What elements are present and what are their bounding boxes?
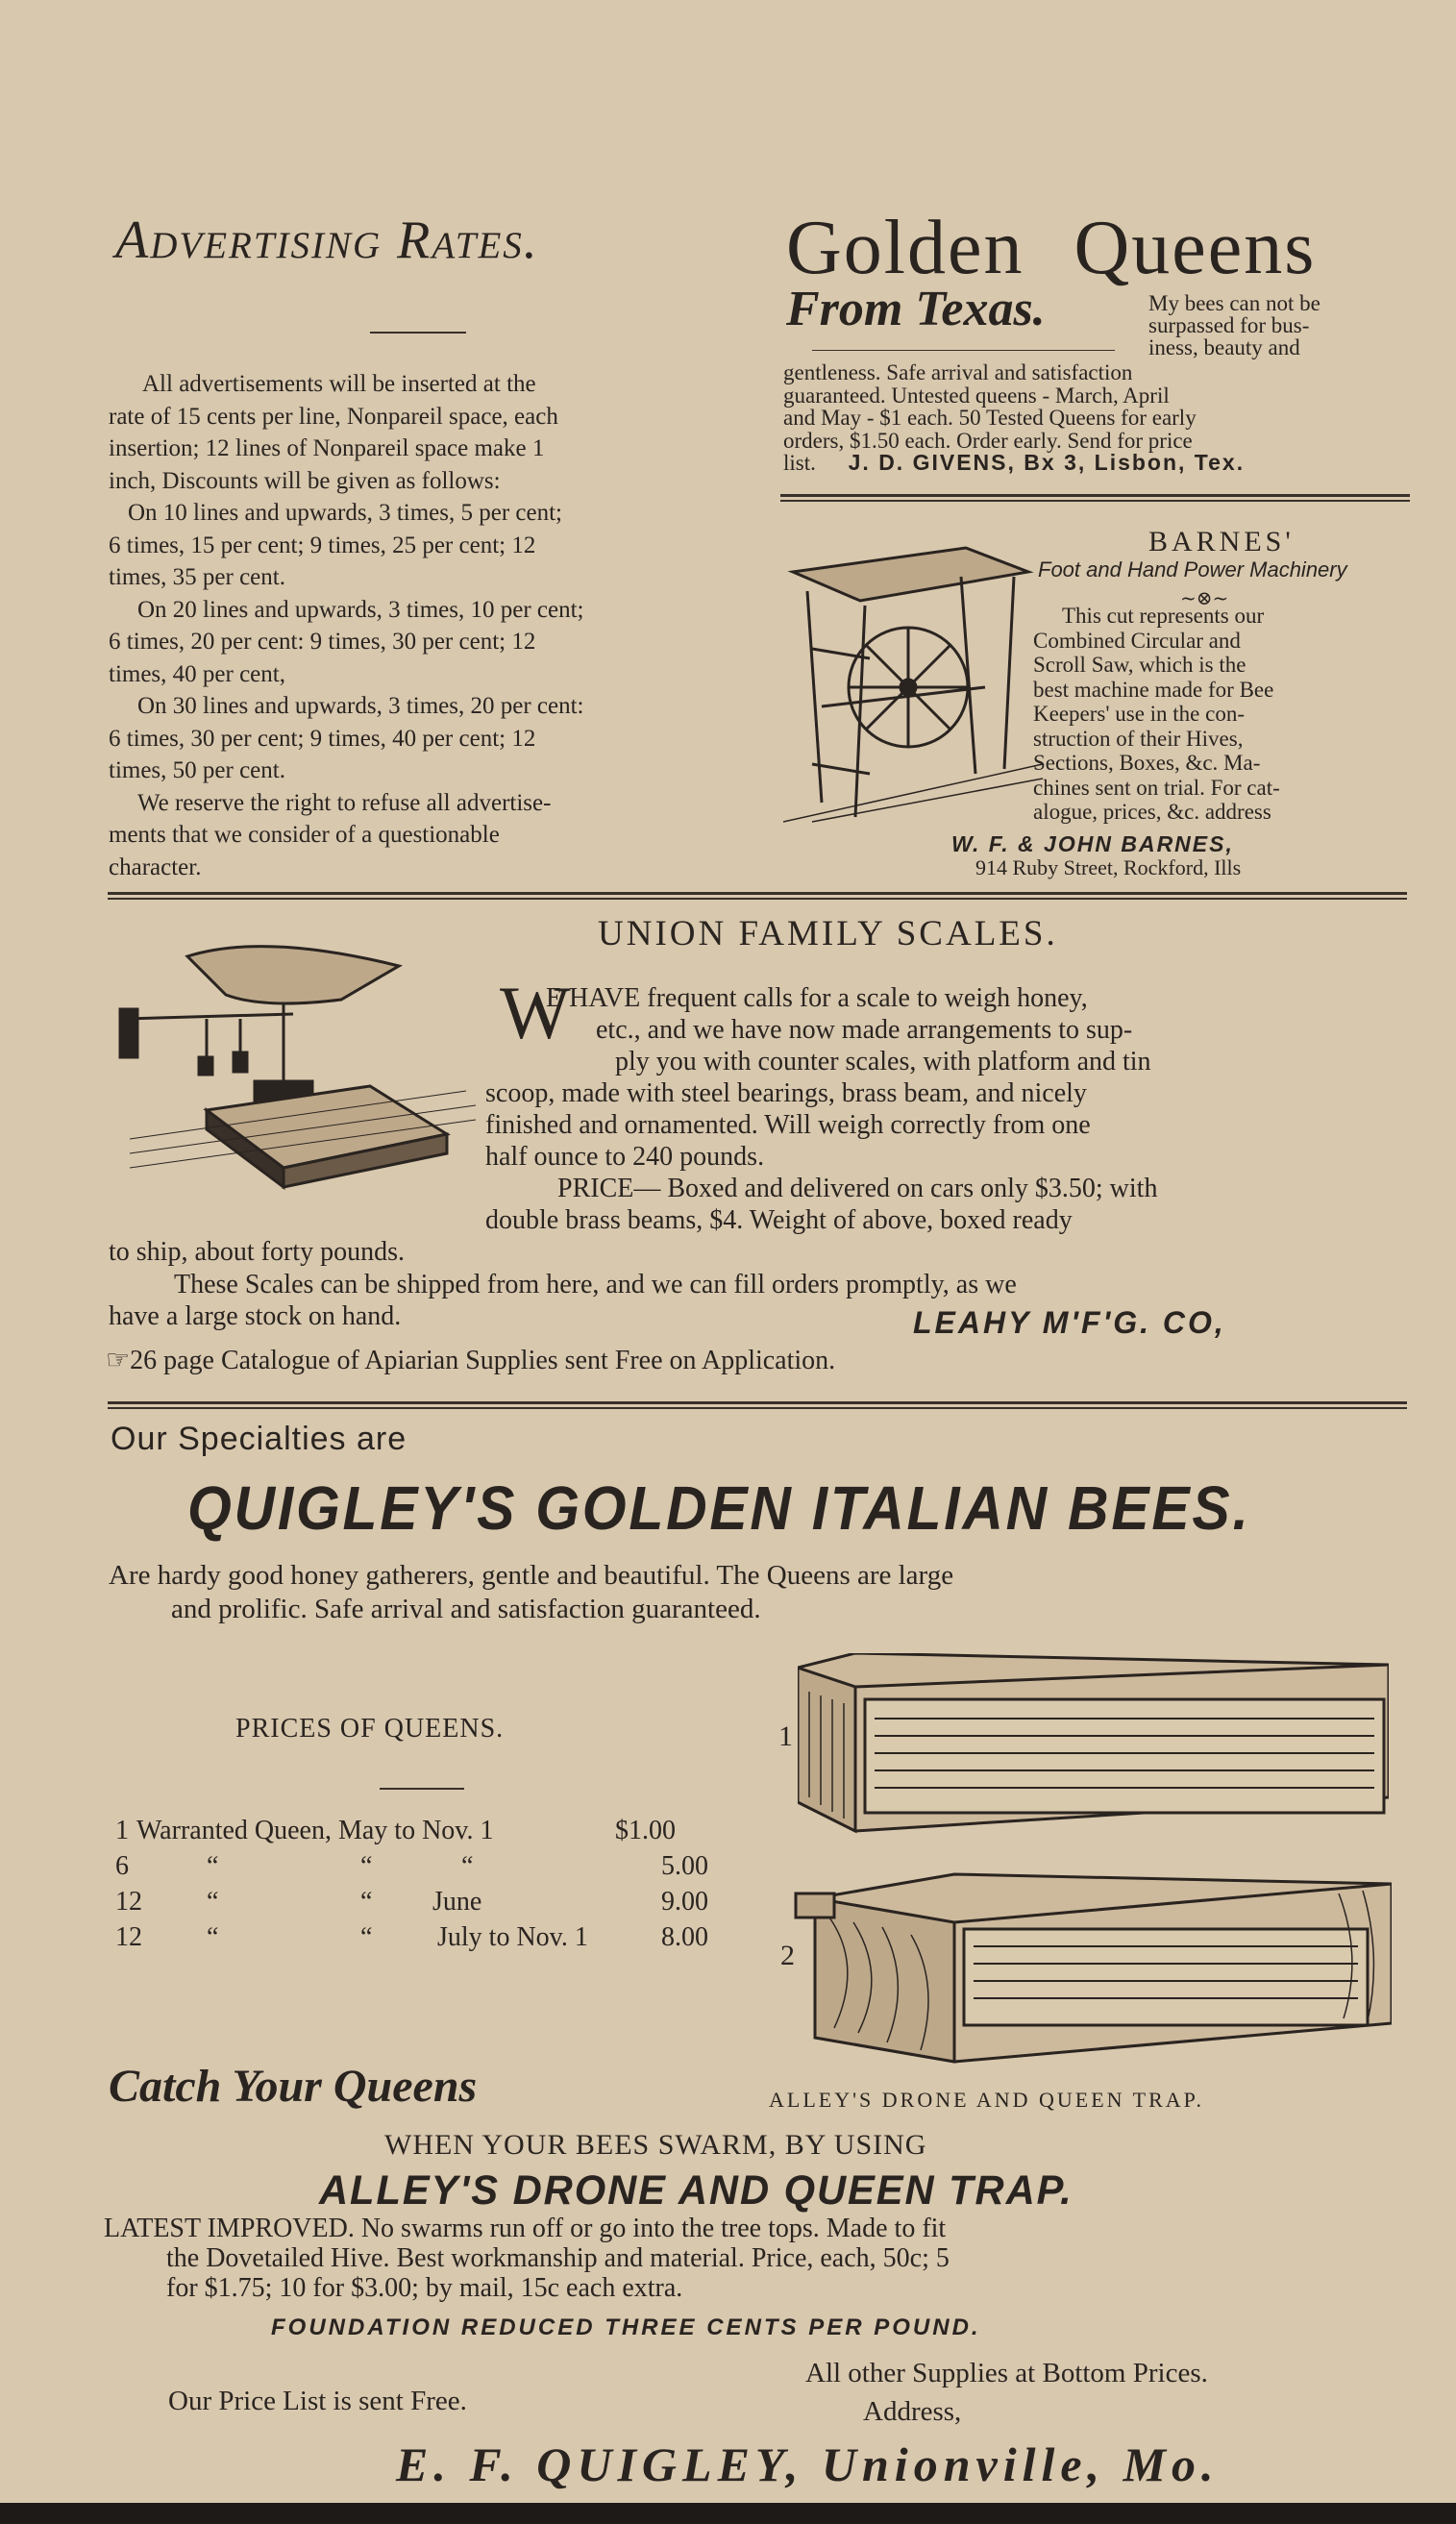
price-amount: 9.00 [661,1887,708,1917]
leahy-signature: LEAHY M'F'G. CO, [913,1305,1226,1340]
barnes-line: Scroll Saw, which is the [1033,653,1246,677]
scales-top-divider [108,892,1407,900]
adv-line: 6 times, 20 per cent: 9 times, 30 per cent; 12 [109,629,536,655]
barnes-line: alogue, prices, &c. address [1033,800,1271,824]
barnes-subtitle: Foot and Hand Power Machinery [1038,557,1347,582]
price-ditto: “ [360,1922,373,1952]
scales-line: double brass beams, $4. Weight of above, boxed ready [485,1205,1073,1235]
latest-line: LATEST IMPROVED. No swarms run off or go into the tree tops. Made to fit [104,2214,947,2243]
golden-side-line: iness, beauty and [1148,335,1300,359]
price-amount: $1.00 [615,1816,676,1845]
barnes-line: struction of their Hives, [1033,726,1244,751]
trap-caption: ALLEY'S DRONE AND QUEEN TRAP. [769,2088,1204,2112]
quigley-desc-line: and prolific. Safe arrival and satisfaction guaranteed. [171,1594,761,1624]
adv-line: insertion; 12 lines of Nonpareil space make 1 [109,435,545,461]
advertising-rule [370,332,466,334]
adv-line: inch, Discounts will be given as follows: [109,467,501,494]
golden-barnes-divider [780,494,1410,502]
golden-subtitle-rule [812,350,1115,351]
price-row [115,1848,740,1884]
barnes-title: BARNES' [1148,526,1295,557]
adv-line: character. [109,854,202,880]
when-swarm-line: WHEN YOUR BEES SWARM, BY USING [384,2129,927,2161]
price-ditto: “ [461,1851,474,1881]
barnes-line: Combined Circular and [1033,628,1241,653]
quigley-signature: E. F. QUIGLEY, Unionville, Mo. [396,2437,1220,2491]
golden-side-text [1148,292,1320,359]
scales-line: finished and ornamented. Will weigh correctly from one [485,1110,1091,1140]
quigley-desc-line: Are hardy good honey gatherers, gentle and beautiful. The Queens are large [109,1560,954,1591]
price-ditto: “ [360,1887,373,1917]
adv-line: times, 40 per cent, [109,660,285,687]
price-desc: Warranted Queen, May to Nov. 1 [136,1816,494,1845]
price-ditto: “ [207,1922,219,1952]
barnes-address: 914 Ruby Street, Rockford, Ills [975,855,1242,879]
golden-line: and May - $1 each. 50 Tested Queens for early [783,406,1197,430]
golden-line [783,452,1408,475]
golden-list-word: list. [783,451,816,475]
adv-line: times, 35 per cent. [109,564,285,590]
barnes-line: Keepers' use in the con- [1033,702,1246,726]
scales-ship-line: to ship, about forty pounds. [109,1237,405,1267]
scales-line: E HAVE frequent calls for a scale to weigh honey, [546,983,1088,1013]
trap-illustration-2 [786,1869,1392,2066]
latest-line: the Dovetailed Hive. Best workmanship and material. Price, each, 50c; 5 [166,2243,950,2273]
queen-price-table [115,1813,740,1955]
golden-queens-subtitle: From Texas. [786,282,1046,336]
barnes-line: This cut represents our [1062,604,1265,628]
price-row [115,1884,740,1919]
adv-line: times, 50 per cent. [109,757,285,783]
advertising-rates-body [109,368,733,883]
figure-1-label: 1 [778,1720,793,1752]
scales-stock [109,1269,1017,1332]
price-qty: 6 [115,1851,129,1881]
adv-line: All advertisements will be inserted at the [142,371,536,397]
scales-line: half ounce to 240 pounds. [485,1142,765,1172]
barnes-line: Sections, Boxes, &c. Ma- [1033,751,1261,775]
adv-line: On 10 lines and upwards, 3 times, 5 per cent; [128,500,562,526]
golden-queens-title: Golden Queens [786,206,1317,290]
catch-your-queens: Catch Your Queens [109,2061,478,2112]
price-period: July to Nov. 1 [437,1922,588,1952]
scales-title: UNION FAMILY SCALES. [598,914,1058,953]
golden-line: gentleness. Safe arrival and satisfaction [783,360,1133,384]
barnes-ornament: ~⊗~ [1180,586,1229,609]
address-label: Address, [863,2396,962,2427]
quigley-description [109,1559,953,1626]
scales-body [485,982,1408,1236]
scales-stock-line: These Scales can be shipped from here, and we can fill orders promptly, as we [174,1270,1017,1299]
scale-illustration [111,913,481,1201]
barnes-line: chines sent on trial. For cat- [1033,775,1280,800]
price-list-free: Our Price List is sent Free. [168,2386,467,2416]
golden-line: orders, $1.50 each. Order early. Send for price [783,428,1193,453]
price-amount: 8.00 [661,1922,708,1952]
price-ditto: “ [360,1851,373,1881]
price-row [115,1813,740,1848]
adv-line: On 30 lines and upwards, 3 times, 20 per cent: [137,693,584,719]
quigley-top-divider [108,1401,1407,1409]
scales-line: ply you with counter scales, with platform and tin [615,1047,1151,1076]
barnes-signature: W. F. & JOHN BARNES, [951,831,1234,856]
price-qty: 12 [115,1887,142,1917]
adv-line: 6 times, 15 per cent; 9 times, 25 per cent; 12 [109,532,536,558]
adv-line: ments that we consider of a questionable [109,822,500,848]
prices-of-queens-title: PRICES OF QUEENS. [235,1714,505,1744]
price-ditto: “ [207,1851,219,1881]
latest-line: for $1.75; 10 for $3.00; by mail, 15c each extra. [166,2273,683,2303]
scales-stock-line: have a large stock on hand. [109,1301,402,1331]
advertising-rates-title: Advertising Rates. [115,210,539,270]
latest-improved [104,2214,950,2303]
scales-line: etc., and we have now made arrangements to sup- [596,1015,1133,1045]
price-qty: 12 [115,1922,142,1952]
golden-side-line: My bees can not be [1148,291,1320,315]
figure-2-label: 2 [780,1940,795,1971]
price-qty: 1 [115,1816,129,1845]
catalogue-notice: ☞26 page Catalogue of Apiarian Supplies sent Free on Application. [106,1346,836,1375]
quigley-headline: QUIGLEY'S GOLDEN ITALIAN BEES. [187,1473,1251,1543]
bottom-edge [0,2503,1456,2524]
adv-line: On 20 lines and upwards, 3 times, 10 per cent; [137,596,584,623]
adv-line: 6 times, 30 per cent; 9 times, 40 per cent; 12 [109,725,536,752]
trap-illustration-1 [798,1653,1389,1836]
price-ditto: “ [207,1887,219,1917]
scales-dropcap: W [500,971,571,1054]
price-amount: 5.00 [661,1851,708,1881]
price-row [115,1919,740,1955]
adv-line: We reserve the right to refuse all advertise- [137,789,552,816]
alley-trap-title: ALLEY'S DRONE AND QUEEN TRAP. [319,2167,1073,2214]
other-supplies: All other Supplies at Bottom Prices. [805,2358,1208,2388]
specialties-intro: Our Specialties are [111,1421,407,1457]
barnes-line: best machine made for Bee [1033,677,1274,702]
scales-line: scoop, made with steel bearings, brass beam, and nicely [485,1078,1087,1108]
adv-line: rate of 15 cents per line, Nonpareil space, each [109,403,558,430]
golden-side-line: surpassed for bus- [1148,313,1310,337]
barnes-body [1033,604,1408,825]
golden-body [783,361,1408,475]
foundation-notice: FOUNDATION REDUCED THREE CENTS PER POUND. [271,2314,981,2340]
givens-signature: J. D. GIVENS, Bx 3, Lisbon, Tex. [848,450,1246,475]
saw-machine-illustration [783,533,1043,827]
price-period: June [432,1887,482,1917]
golden-line: guaranteed. Untested queens - March, April [783,383,1170,408]
prices-rule [380,1788,464,1790]
scales-line: PRICE— Boxed and delivered on cars only $3.50; with [557,1174,1158,1203]
